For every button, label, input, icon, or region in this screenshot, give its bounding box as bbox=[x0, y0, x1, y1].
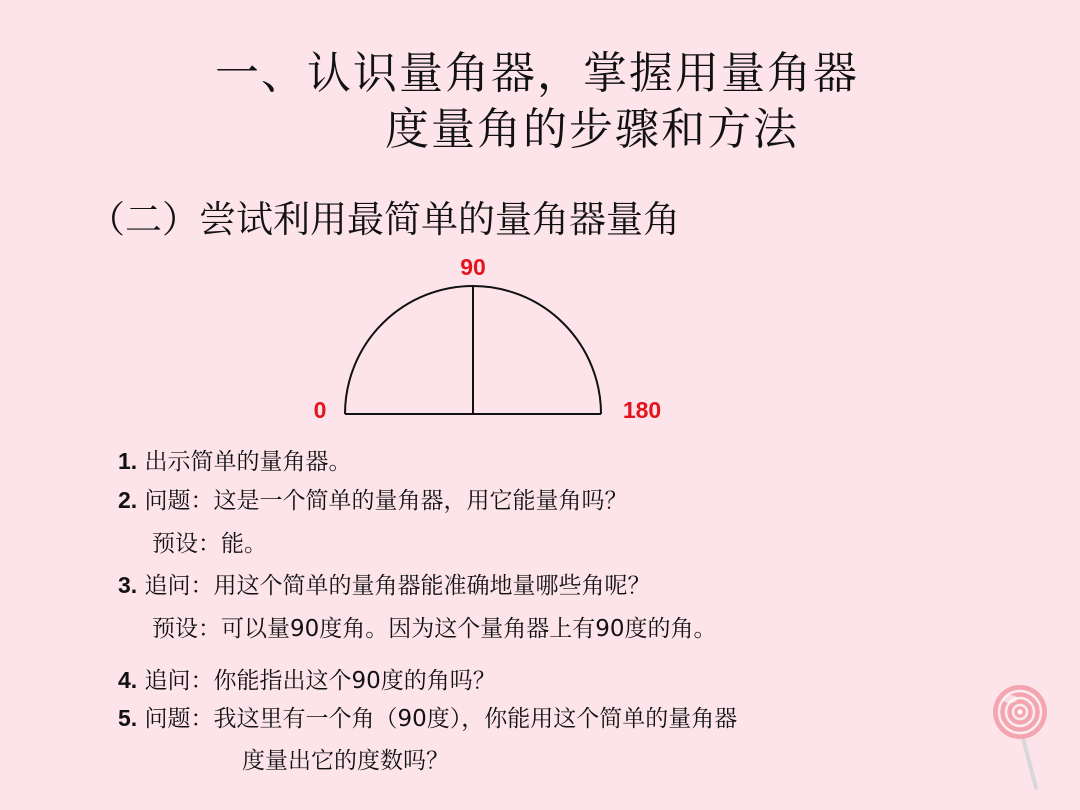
slide-title bbox=[170, 46, 1030, 158]
item-number: 1. bbox=[118, 448, 138, 474]
title-line-2: 度量角的步骤和方法 bbox=[385, 104, 799, 155]
lollipop-icon bbox=[990, 682, 1060, 792]
list-item bbox=[118, 443, 352, 476]
item-text: 追问：用这个简单的量角器能准确地量哪些角呢？ bbox=[144, 573, 651, 599]
protractor-label-0: 0 bbox=[313, 397, 327, 423]
item-text: 追问：你能指出这个90度的角吗？ bbox=[144, 668, 496, 694]
item-text: 度量出它的度数吗？ bbox=[242, 748, 449, 774]
protractor-label-180: 180 bbox=[622, 397, 662, 423]
item-text: 问题：我这里有一个角（90度），你能用这个简单的量角器 bbox=[144, 706, 738, 732]
item-number: 2. bbox=[118, 487, 138, 513]
list-item bbox=[152, 610, 717, 643]
list-item bbox=[242, 742, 449, 775]
item-number: 5. bbox=[118, 705, 138, 731]
list-item bbox=[118, 662, 496, 695]
item-text: 出示简单的量角器。 bbox=[144, 449, 352, 475]
section-subtitle: （二）尝试利用最简单的量角器量角 bbox=[88, 198, 680, 241]
list-item bbox=[152, 525, 267, 558]
item-number: 4. bbox=[118, 667, 138, 693]
protractor-diagram bbox=[300, 250, 680, 430]
item-text: 预设：能。 bbox=[152, 531, 267, 557]
item-text: 问题：这是一个简单的量角器，用它能量角吗？ bbox=[144, 488, 628, 514]
protractor-label-90: 90 bbox=[460, 254, 486, 280]
item-text: 预设：可以量90度角。因为这个量角器上有90度的角。 bbox=[152, 616, 717, 642]
item-number: 3. bbox=[118, 572, 138, 598]
title-line-1: 一、认识量角器，掌握用量角器 bbox=[215, 48, 859, 99]
list-item bbox=[118, 567, 651, 600]
list-item bbox=[118, 482, 628, 515]
list-item bbox=[118, 700, 737, 733]
